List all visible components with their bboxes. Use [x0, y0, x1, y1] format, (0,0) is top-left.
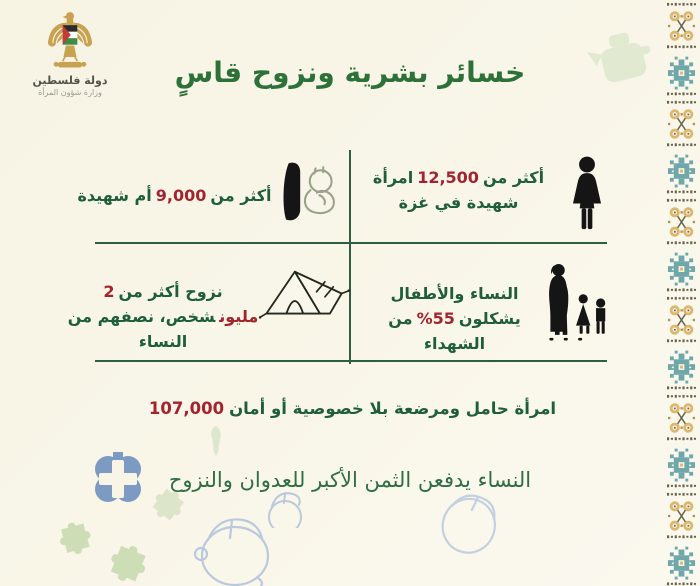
stat-value: 55%: [416, 308, 455, 328]
stat-value: 12,500: [417, 168, 479, 187]
mother-with-children-icon: [541, 262, 609, 342]
stat-text: أكثر من: [210, 186, 272, 205]
stat-text: امرأة شهيدة في غزة: [372, 168, 519, 212]
grid-horizontal-divider: [95, 360, 607, 362]
page-title: خسائر بشرية ونزوح قاسٍ: [174, 56, 526, 89]
stat-value: 107,000: [148, 399, 225, 418]
stat-text: النساء والأطفال يشكلون: [390, 284, 521, 328]
stat-text: أم شهيدة: [77, 186, 152, 205]
footer-headline: النساء يدفعن الثمن الأكبر للعدوان والنزوح: [168, 468, 532, 492]
stat-text: من الشهداء: [388, 308, 486, 353]
stat-pregnant-women: [70, 399, 630, 418]
stat-text: نزوح أكثر من: [118, 282, 223, 301]
woman-icon: [566, 156, 608, 234]
stat-text: امرأة حامل ومرضعة بلا خصوصية أو أمان: [229, 399, 557, 418]
stat-mother-martyrs: [72, 184, 277, 209]
mother-and-baby-icon: [281, 160, 345, 228]
grid-horizontal-divider: [95, 242, 607, 244]
logo-ministry-name: وزارة شؤون المرأة: [38, 87, 102, 97]
stat-women-children-share: [372, 282, 537, 356]
logo-org-name: دولة فلسطين: [32, 74, 108, 87]
stat-women-martyrs: [356, 166, 561, 216]
stat-text: أكثر من: [482, 168, 545, 187]
stat-value: 9,000: [155, 186, 207, 205]
stat-displacement: [64, 280, 262, 354]
stat-value: 2 مليون: [103, 282, 259, 326]
tent-icon: [258, 260, 350, 322]
grid-vertical-divider: [349, 150, 351, 364]
stat-text: شخص، نصفهم من النساء: [67, 306, 216, 351]
